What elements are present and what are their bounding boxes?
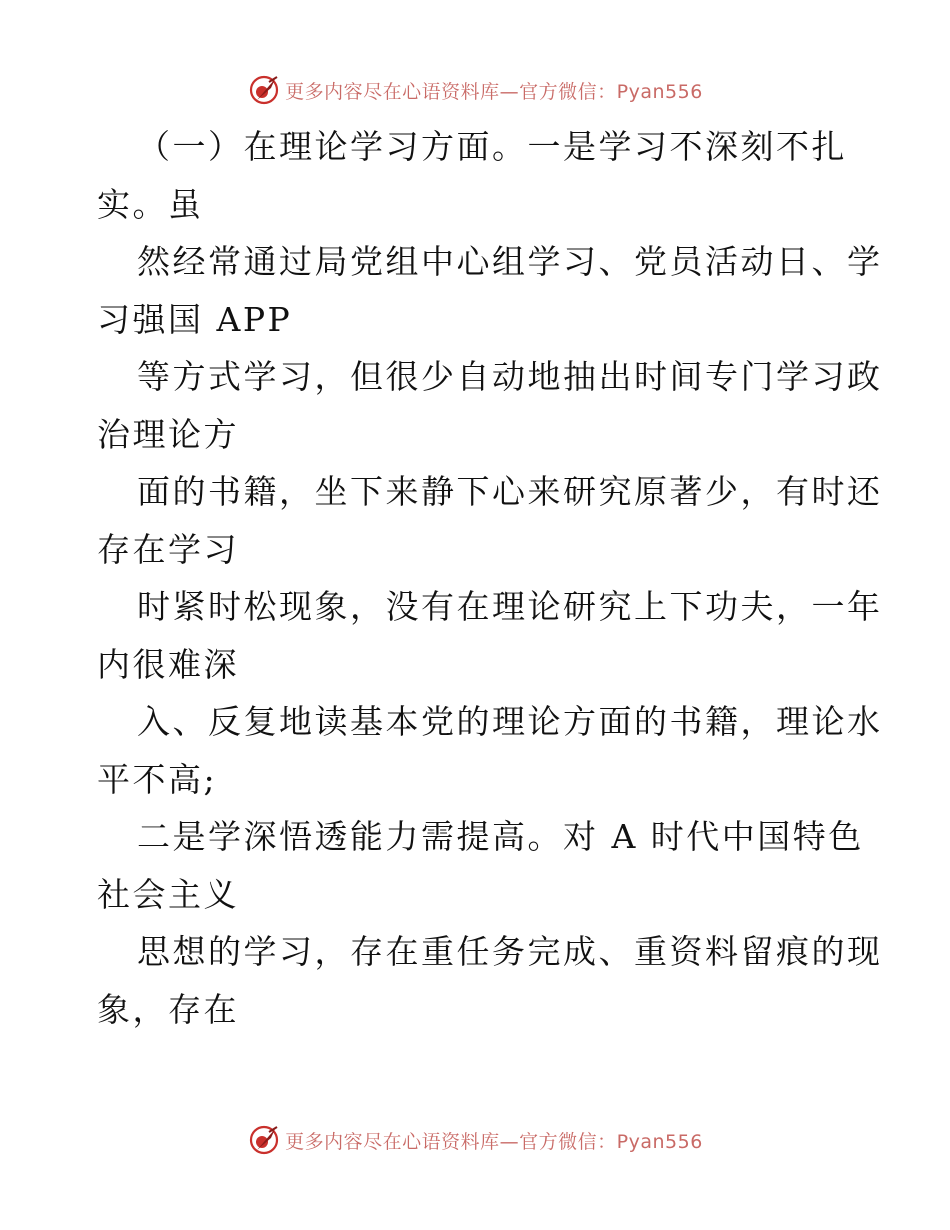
document-body (97, 118, 883, 1038)
feather-pen-circle-icon (247, 73, 281, 107)
text-line: 习强国 APP (97, 299, 293, 339)
text-line: 面的书籍，坐下来静下心来研究原著少，有时还 (137, 472, 883, 511)
text-line: 社会主义 (97, 874, 239, 914)
text-line: 实。虽 (97, 184, 204, 224)
text-line: 然经常通过局党组中心组学习、党员活动日、学 (137, 242, 883, 281)
text-line: 二是学深悟透能力需提高。对 A 时代中国特色 (137, 817, 864, 856)
watermark-text: 更多内容尽在心语资料库—官方微信：Pyan556 (285, 80, 703, 103)
text-line: 平不高; (97, 759, 218, 799)
text-line: 时紧时松现象，没有在理论研究上下功夫，一年 (137, 587, 883, 626)
watermark-text: 更多内容尽在心语资料库—官方微信：Pyan556 (285, 1130, 703, 1153)
text-line: 象，存在 (97, 989, 239, 1029)
footer-watermark (0, 1120, 950, 1160)
header-watermark (0, 70, 950, 110)
text-line: 入、反复地读基本党的理论方面的书籍，理论水 (137, 702, 883, 741)
text-line: 存在学习 (97, 529, 239, 569)
text-line: 等方式学习，但很少自动地抽出时间专门学习政 (137, 357, 883, 396)
text-line: （一）在理论学习方面。一是学习不深刻不扎 (137, 127, 847, 166)
text-line: 内很难深 (97, 644, 239, 684)
feather-pen-circle-icon (247, 1123, 281, 1157)
text-line: 思想的学习，存在重任务完成、重资料留痕的现 (137, 932, 883, 971)
text-line: 治理论方 (97, 414, 239, 454)
